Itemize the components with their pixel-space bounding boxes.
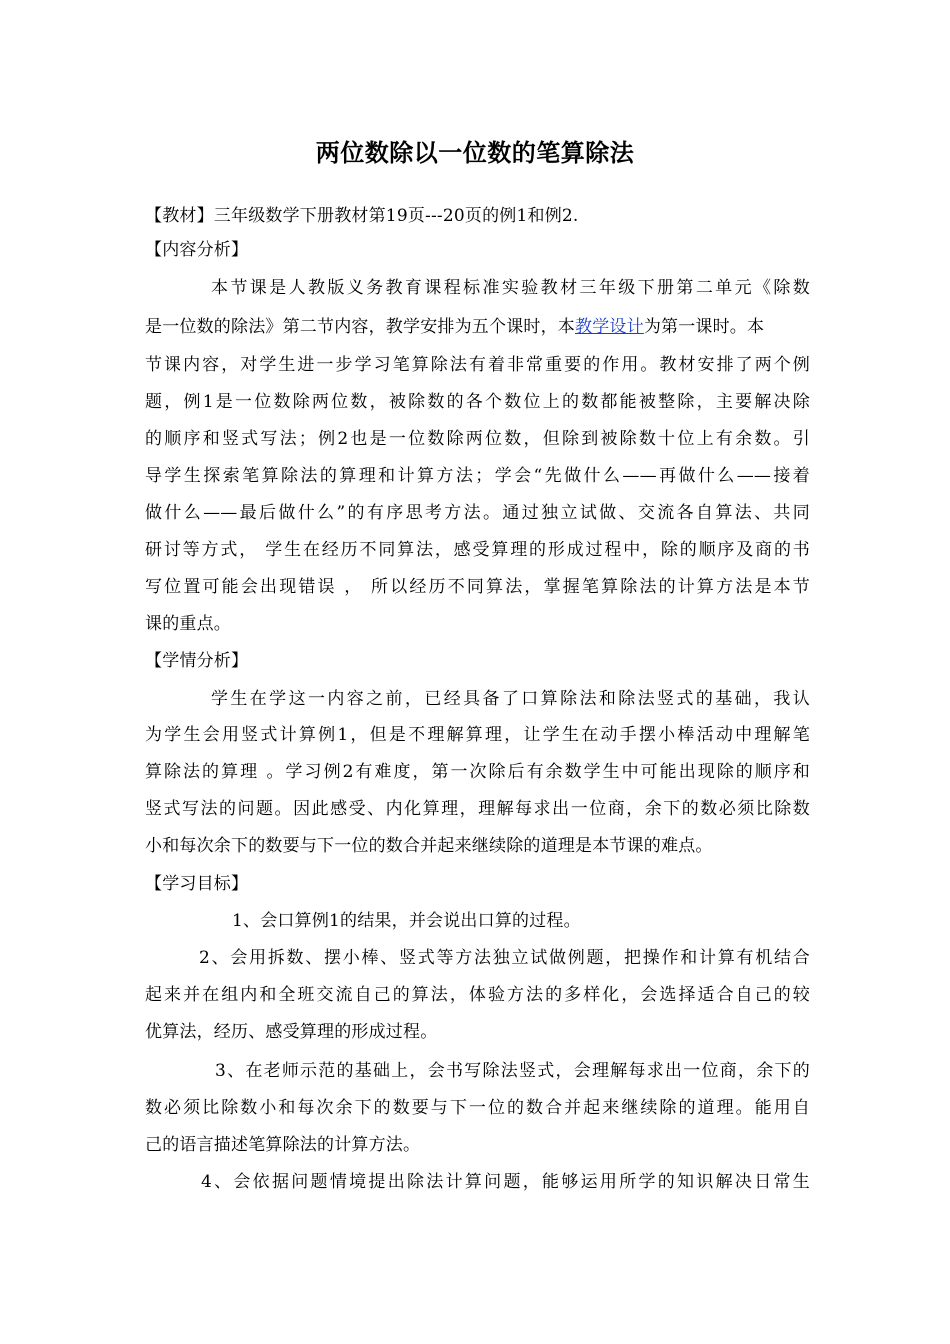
- learner-heading: 【学情分析】: [145, 651, 249, 671]
- goal-3-line-1: 3、在老师示范的基础上，会书写除法竖式，会理解每求出一位商，余下的: [215, 1061, 810, 1081]
- content-line-5: 的顺序和竖式写法；例2也是一位数除两位数，但除到被除数十位上有余数。引: [145, 429, 810, 449]
- teaching-design-link[interactable]: 教学设计: [575, 317, 644, 337]
- content-line-3: 节课内容，对学生进一步学习笔算除法有着非常重要的作用。教材安排了两个例: [145, 355, 810, 375]
- learner-line-5: 小和每次余下的数要与下一位的数合并起来继续除的道理是本节课的难点。: [145, 836, 713, 856]
- goal-3-line-2: 数必须比除数小和每次余下的数要与下一位的数合并起来继续除的道理。能用自: [145, 1098, 810, 1118]
- goals-heading: 【学习目标】: [145, 874, 249, 894]
- goal-1: 1、会口算例1的结果，并会说出口算的过程。: [232, 911, 581, 931]
- content-line-10: 课的重点。: [145, 614, 231, 634]
- content-line-2-start: 是一位数的除法》第二节内容，教学安排为五个课时，本: [145, 317, 575, 337]
- learner-line-3: 算除法的算理 。学习例2有难度，第一次除后有余数学生中可能出现除的顺序和: [145, 762, 810, 782]
- learner-line-4: 竖式写法的问题。因此感受、内化算理，理解每求出一位商，余下的数必须比除数: [145, 799, 810, 819]
- content-heading: 【内容分析】: [145, 240, 249, 260]
- content-line-4: 题，例1是一位数除两位数，被除数的各个数位上的数都能被整除，主要解决除: [145, 392, 810, 412]
- content-line-9: 写位置可能会出现错误 ， 所以经历不同算法，掌握笔算除法的计算方法是本节: [145, 577, 810, 597]
- goal-2-line-3: 优算法，经历、感受算理的形成过程。: [145, 1022, 438, 1042]
- content-line-6: 导学生探索笔算除法的算理和计算方法；学会“先做什么——再做什么——接着: [145, 466, 810, 486]
- goal-2-line-2: 起来并在组内和全班交流自己的算法，体验方法的多样化，会选择适合自己的较: [145, 985, 810, 1005]
- content-line-8: 研讨等方式， 学生在经历不同算法，感受算理的形成过程中，除的顺序及商的书: [145, 540, 810, 560]
- goal-3-line-3: 己的语言描述笔算除法的计算方法。: [145, 1135, 421, 1155]
- goal-2-line-1: 2、会用拆数、摆小棒、竖式等方法独立试做例题，把操作和计算有机结合: [199, 948, 810, 968]
- learner-line-1: 学生在学这一内容之前，已经具备了口算除法和除法竖式的基础，我认: [211, 689, 810, 709]
- content-line-2: [145, 312, 810, 337]
- goal-4-line-1: 4、会依据问题情境提出除法计算问题，能够运用所学的知识解决日常生: [201, 1172, 810, 1192]
- learner-line-2: 为学生会用竖式计算例1，但是不理解算理，让学生在动手摆小棒活动中理解笔: [145, 725, 810, 745]
- content-line-2-end: 为第一课时。本: [643, 317, 765, 337]
- document-title: 两位数除以一位数的笔算除法: [315, 138, 635, 167]
- content-line-1: 本节课是人教版义务教育课程标准实验教材三年级下册第二单元《除数: [211, 278, 810, 298]
- material-line: 【教材】三年级数学下册教材第19页---20页的例1和例2.: [145, 206, 579, 226]
- content-line-7: 做什么——最后做什么”的有序思考方法。通过独立试做、交流各自算法、共同: [145, 503, 810, 523]
